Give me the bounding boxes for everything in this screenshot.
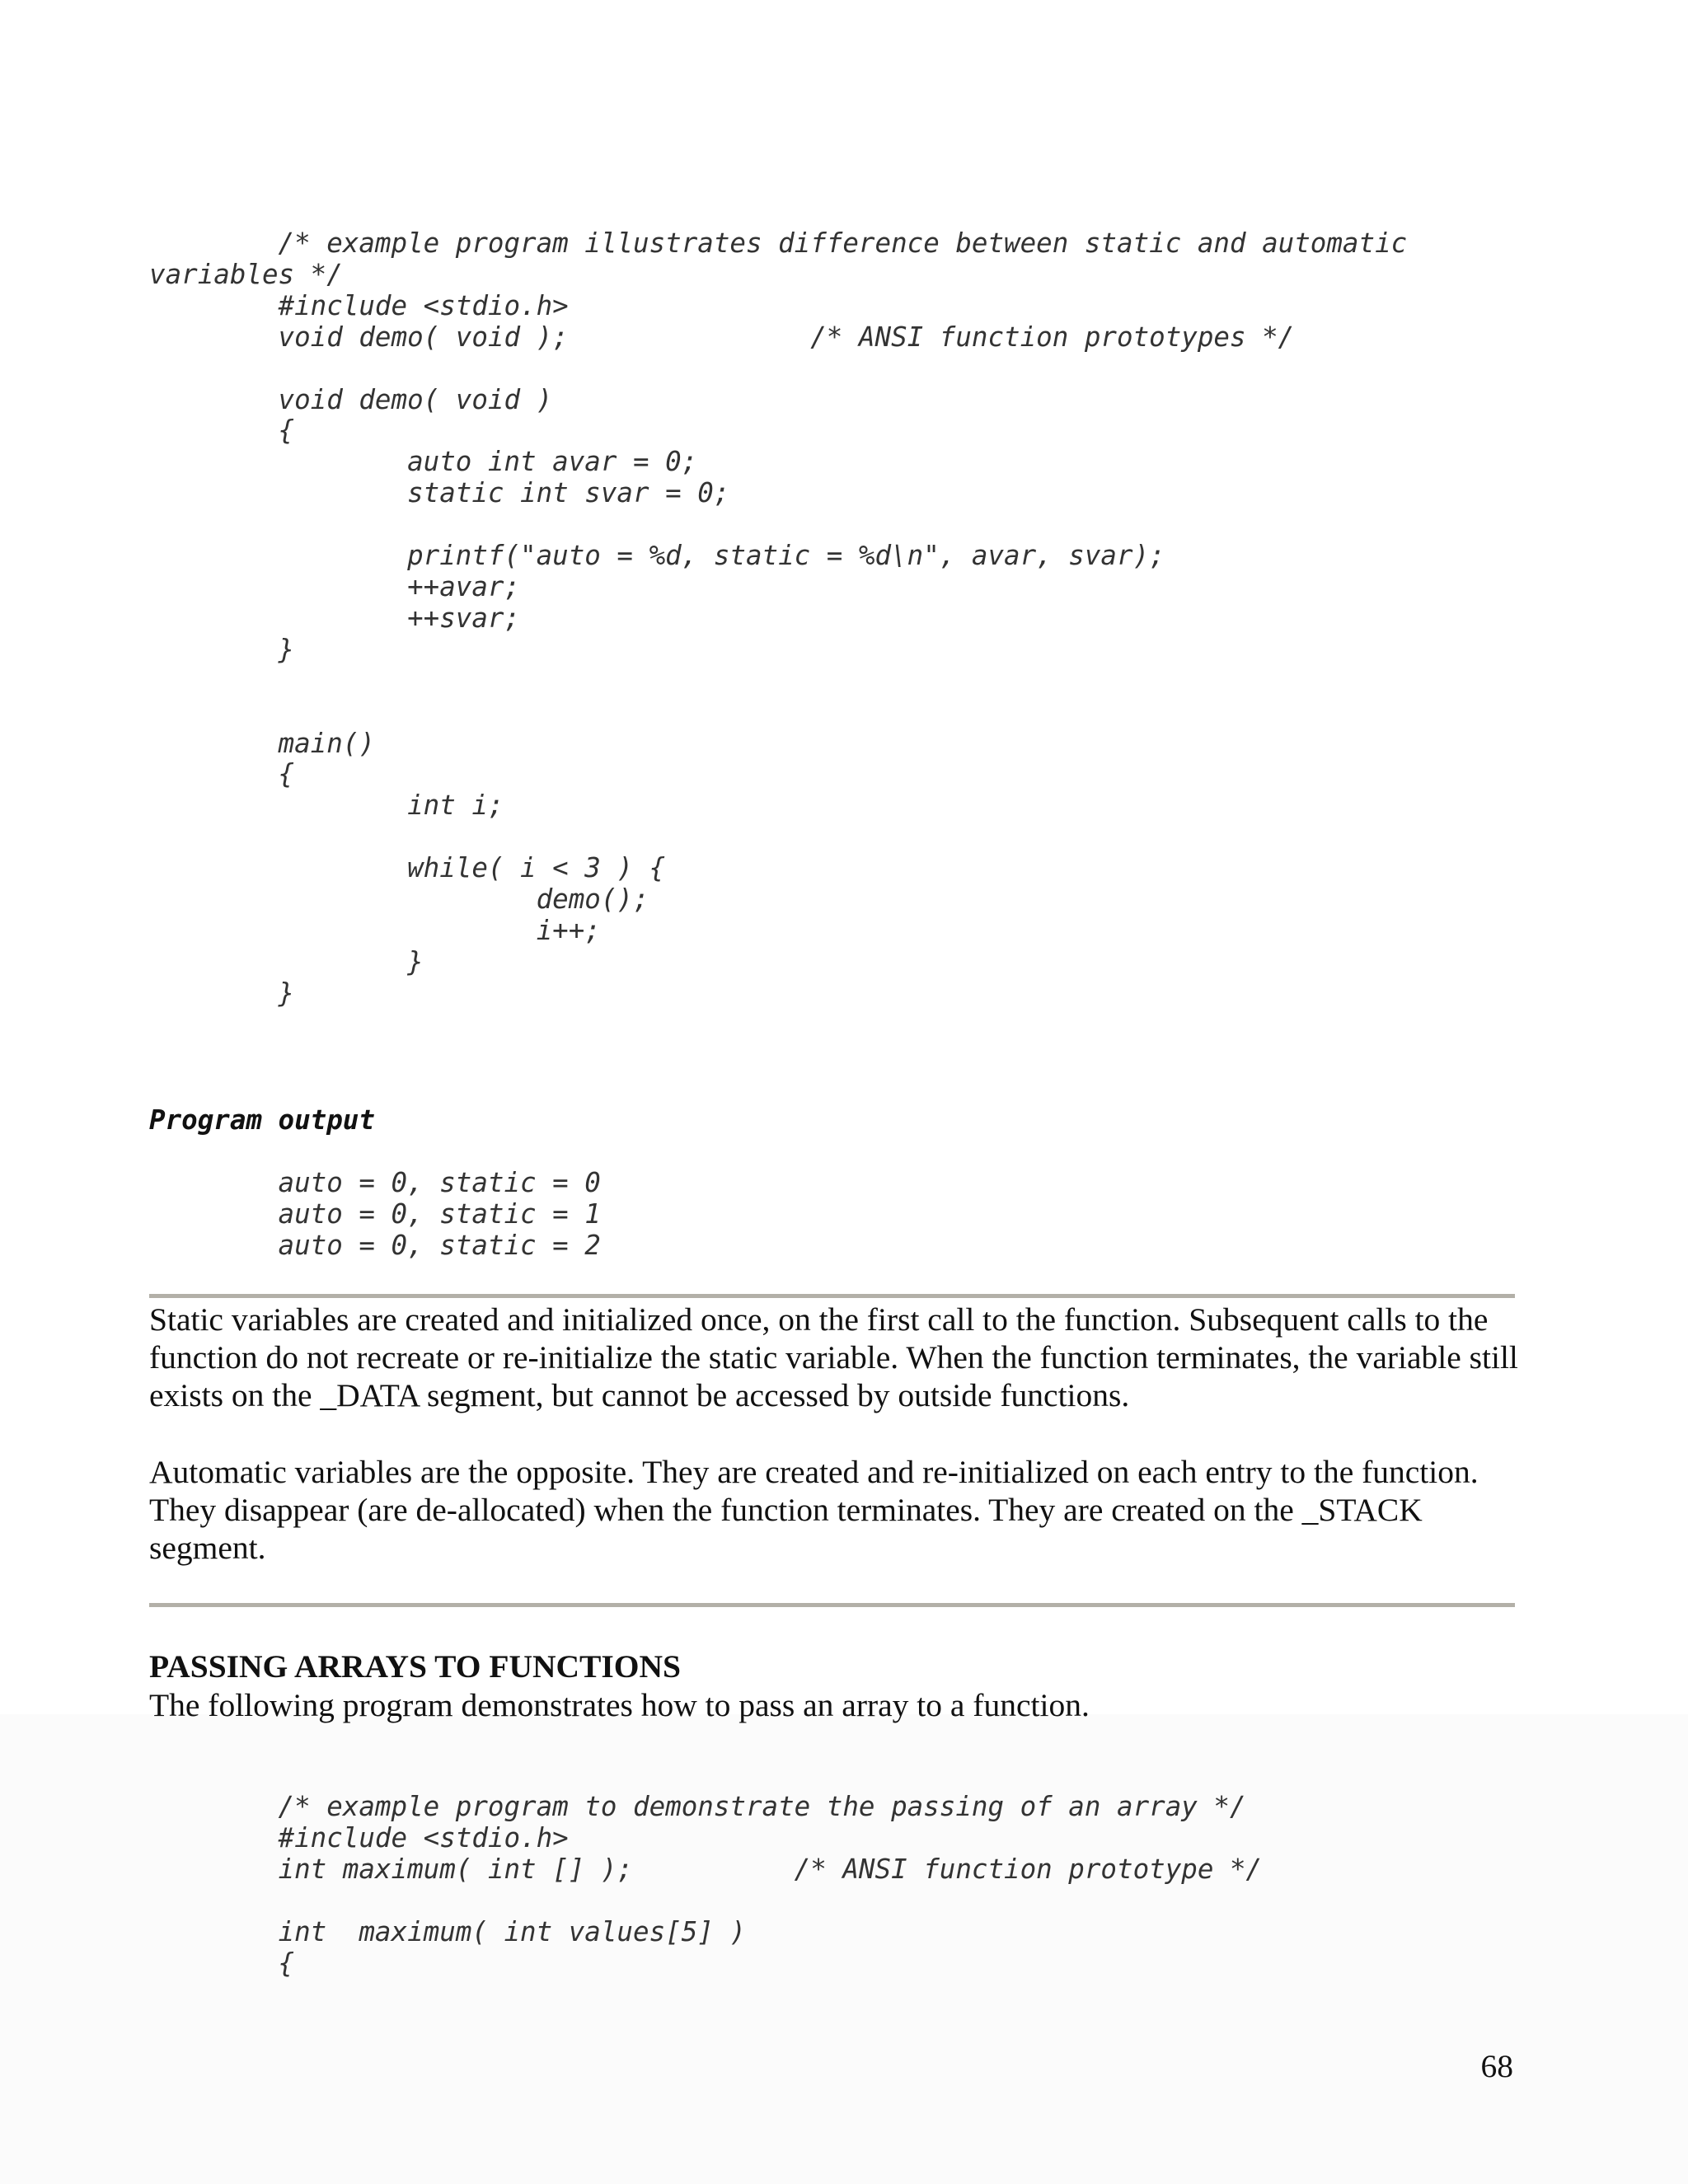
- code-block-static-example: /* example program illustrates difference between static and automatic variables */ #include <stdio.h> void demo( void ); /* ANSI function prototypes */ void demo( void ) { auto int avar = 0; static int svar = 0; printf("auto = %d, static = %d\n", avar, svar); ++avar; ++svar; } main() { int i; while( i < 3 ) { demo(); i++; } }: [149, 227, 1408, 1009]
- horizontal-divider: [149, 1603, 1515, 1607]
- paragraph-static-variables: Static variables are created and initialized once, on the first call to the function. Subsequent calls to the function do not recreate or re-initialize the static variable. When the function terminates, the variable still exists on the _DATA segment, but cannot be accessed by outside functions.: [149, 1301, 1518, 1413]
- section-heading: PASSING ARRAYS TO FUNCTIONS: [149, 1648, 681, 1685]
- code-block-array-example: /* example program to demonstrate the passing of an array */ #include <stdio.h> int maximum( int [] ); /* ANSI function prototype */ int maximum( int values[5] ) {: [278, 1791, 1263, 1979]
- section-intro: The following program demonstrates how to pass an array to a function.: [149, 1687, 1090, 1723]
- page-number: 68: [1480, 2048, 1513, 2084]
- program-output-label: Program output: [149, 1104, 375, 1136]
- horizontal-divider: [149, 1294, 1515, 1298]
- program-output-block: auto = 0, static = 0 auto = 0, static = 1 auto = 0, static = 2: [278, 1167, 601, 1261]
- paragraph-automatic-variables: Automatic variables are the opposite. They are created and re-initialized on each entry to the function. They disappear (are de-allocated) when the function terminates. They are created on the _STACK segment.: [149, 1454, 1479, 1566]
